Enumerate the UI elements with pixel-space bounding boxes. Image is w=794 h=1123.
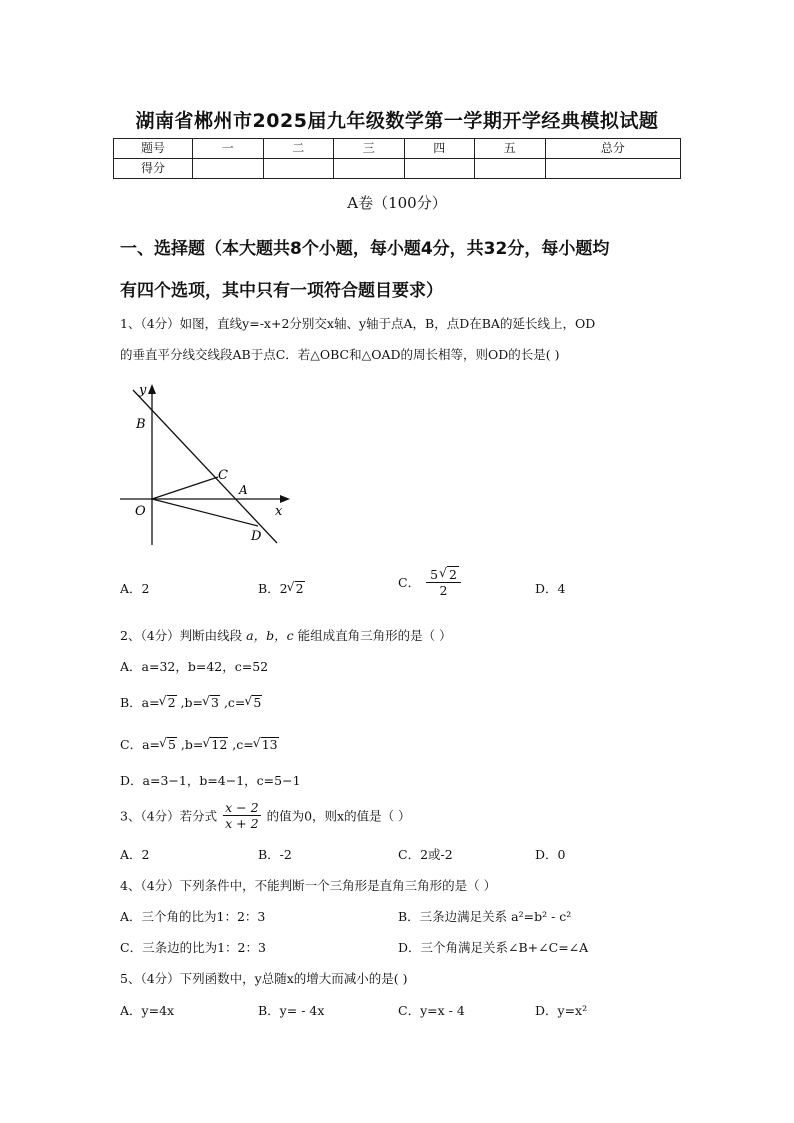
score-input-cell[interactable] (334, 159, 405, 179)
label-x: x (275, 504, 283, 519)
q1-option-c-denominator: 2 (439, 583, 448, 598)
q2-option-c-radical-b: √ 12 (210, 737, 228, 751)
q2-option-c[interactable] (120, 735, 279, 753)
q4-option-c[interactable]: C．三条边的比为1：2：3 (120, 940, 266, 955)
score-input-cell[interactable] (193, 159, 264, 179)
q1-option-c-num-radical: √ 2 (447, 566, 459, 582)
q1-option-c[interactable] (398, 566, 463, 598)
label-C: C (218, 468, 228, 483)
q1-stem-line1: 1、（4分）如图，直线y=-x+2分别交x轴、y轴于点A，B，点D在BA的延长线上，OD (120, 316, 596, 331)
q4-stem: 4、（4分）下列条件中，不能判断一个三角形是直角三角形的是（ ） (120, 878, 497, 893)
section-heading-line1: 一、选择题（本大题共8个小题，每小题4分，共32分，每小题均 (120, 239, 610, 259)
q2-option-c-radical-c: √ 13 (261, 737, 279, 751)
q1-option-b-prefix: B．2 (258, 581, 288, 596)
segment-OC (152, 477, 218, 499)
q2-option-b-part: ,c= (219, 695, 246, 710)
q5-option-a[interactable]: A．y=4x (120, 1003, 175, 1018)
q2-option-a[interactable]: A．a=32，b=42，c=52 (120, 659, 269, 674)
label-O: O (135, 504, 146, 519)
q5-option-d[interactable]: D．y=x² (535, 1003, 588, 1018)
q3-option-d[interactable]: D．0 (535, 847, 566, 862)
q3-stem (120, 800, 411, 831)
q2-option-b-radical-a: √ 2 (167, 695, 177, 709)
q3-stem-suffix: 的值为0，则x的值是（ ） (266, 808, 411, 824)
q3-option-b[interactable]: B．-2 (258, 847, 292, 862)
section-heading-line2: 有四个选项，其中只有一项符合题目要求） (120, 281, 443, 301)
score-header-cell: 总分 (545, 139, 681, 159)
q2-option-d[interactable]: D．a=3−1，b=4−1，c=5−1 (120, 773, 301, 788)
paper-section-heading: A卷（100分） (347, 194, 447, 212)
label-D: D (251, 529, 262, 544)
q2-option-c-part: C．a= (120, 737, 160, 752)
q2-option-b-radical-c: √ 5 (252, 695, 262, 709)
score-table-score-row (114, 159, 681, 179)
q1-option-d[interactable]: D．4 (535, 581, 566, 596)
q3-fraction (223, 800, 260, 831)
q1-option-c-prefix: C． (398, 575, 421, 590)
q1-option-c-fraction (426, 566, 461, 598)
q2-stem-vars: a，b，c (246, 628, 294, 643)
q2-stem (120, 626, 452, 644)
label-y: y (139, 383, 147, 398)
q2-option-c-part: ,c= (228, 737, 254, 752)
q3-stem-prefix: 3、（4分）若分式 (120, 808, 218, 824)
q1-option-c-num-coef: 5 (430, 567, 439, 582)
segment-OD (152, 499, 258, 526)
q3-option-c[interactable]: C．2或-2 (398, 847, 453, 862)
q5-option-c[interactable]: C．y=x - 4 (398, 1003, 465, 1018)
page-title: 湖南省郴州市2025届九年级数学第一学期开学经典模拟试题 (135, 110, 659, 132)
score-header-cell: 四 (404, 139, 475, 159)
q1-stem-line2: 的垂直平分线交线段AB于点C．若△OBC和△OAD的周长相等，则OD的长是( ) (120, 347, 560, 362)
score-table-header-row (114, 139, 681, 159)
q2-option-b-part: B．a= (120, 695, 160, 710)
q5-option-b[interactable]: B．y= - 4x (258, 1003, 325, 1018)
q5-stem: 5、（4分）下列函数中，y总随x的增大而减小的是( ) (120, 971, 408, 986)
score-input-cell[interactable] (545, 159, 681, 179)
q1-option-c-numerator (426, 566, 461, 583)
score-table (113, 138, 681, 179)
q2-stem-prefix: 2、（4分）判断由线段 (120, 628, 243, 643)
score-header-cell: 题号 (114, 139, 193, 159)
q1-option-a[interactable]: A．2 (120, 581, 150, 596)
q3-fraction-denominator: x + 2 (225, 816, 259, 831)
score-label-cell: 得分 (114, 159, 193, 179)
q1-option-b[interactable] (258, 579, 305, 597)
score-input-cell[interactable] (475, 159, 546, 179)
q2-option-c-radical-a: √ 5 (167, 737, 177, 751)
score-header-cell: 三 (334, 139, 405, 159)
score-header-cell: 一 (193, 139, 264, 159)
q4-option-a[interactable]: A．三个角的比为1：2：3 (120, 909, 266, 924)
score-input-cell[interactable] (404, 159, 475, 179)
x-axis-arrow (280, 495, 290, 503)
q1-option-b-radical: √ 2 (295, 581, 305, 595)
score-input-cell[interactable] (263, 159, 334, 179)
q3-option-a[interactable]: A．2 (120, 847, 150, 862)
label-A: A (239, 483, 248, 497)
score-header-cell: 五 (475, 139, 546, 159)
y-axis-arrow (148, 384, 156, 394)
line-BA (133, 390, 277, 543)
label-B: B (136, 417, 146, 432)
q2-option-b-part: ,b= (176, 695, 204, 710)
q2-stem-suffix: 能组成直角三角形的是（ ） (297, 628, 452, 643)
q1-figure (115, 380, 295, 550)
q2-option-b-radical-b: √ 3 (210, 695, 220, 709)
score-header-cell: 二 (263, 139, 334, 159)
q2-option-b[interactable] (120, 693, 262, 711)
q4-option-d[interactable]: D．三个角满足关系∠B+∠C=∠A (398, 940, 589, 955)
q3-fraction-numerator: x − 2 (225, 800, 259, 815)
q2-option-c-part: ,b= (176, 737, 204, 752)
q4-option-b[interactable]: B．三条边满足关系 a²=b² - c² (398, 909, 572, 924)
